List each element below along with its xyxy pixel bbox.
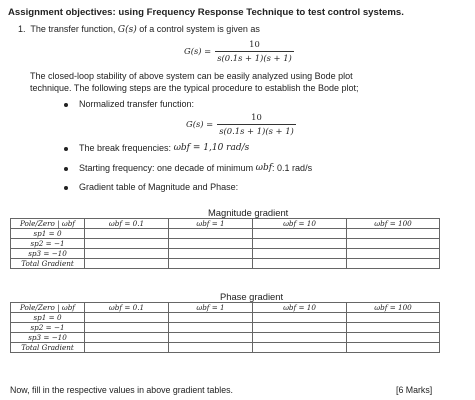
row-label: Total Gradient [11,343,85,353]
footer-marks: [6 Marks] [396,385,433,395]
row-label: sp3 = −10 [11,249,85,259]
starting-freq-symbol: ωbf [255,163,273,173]
item-text-after: of a control system is given as [139,24,260,34]
header-cell: ωbf = 0.1 [85,303,169,313]
empty-cell[interactable] [253,239,347,249]
magnitude-gradient-table [10,218,440,269]
header-cell: Pole/Zero | ωbf [11,219,85,229]
bullet-dot [64,167,68,171]
header-cell: Pole/Zero | ωbf [11,303,85,313]
empty-cell[interactable] [169,259,253,269]
description-paragraph [30,70,359,94]
paragraph-line-1: The closed-loop stability of above system can be easily analyzed using Bode plot [30,71,353,81]
empty-cell[interactable] [347,239,440,249]
header-cell: ωbf = 100 [347,219,440,229]
header-cell: ωbf = 0.1 [85,219,169,229]
normalized-numerator: 10 [251,112,262,122]
bullet-break-frequencies [64,143,249,154]
magnitude-table-caption: Magnitude gradient [208,207,289,218]
empty-cell[interactable] [347,333,440,343]
empty-cell[interactable] [253,333,347,343]
empty-cell[interactable] [85,343,169,353]
empty-cell[interactable] [169,313,253,323]
empty-cell[interactable] [253,249,347,259]
table-row [11,259,440,269]
equation-numerator: 10 [249,39,260,49]
bullet-gradient-table [64,182,238,193]
empty-cell[interactable] [347,249,440,259]
table-header-row [11,303,440,313]
header-cell: ωbf = 100 [347,303,440,313]
empty-cell[interactable] [253,323,347,333]
empty-cell[interactable] [347,229,440,239]
table-header-row [11,219,440,229]
header-cell: ωbf = 10 [253,303,347,313]
transfer-function-equation [184,39,294,63]
bullet-dot [64,186,68,190]
table-row [11,333,440,343]
item-symbol: G(s) [117,25,137,35]
empty-cell[interactable] [347,323,440,333]
row-label: sp3 = −10 [11,333,85,343]
bullet-starting-frequency [64,163,312,174]
item-text-before: The transfer function, [30,24,116,34]
paragraph-line-2: technique. The following steps are the typical procedure to establish the Bode plot; [30,83,359,93]
empty-cell[interactable] [85,313,169,323]
empty-cell[interactable] [253,229,347,239]
empty-cell[interactable] [169,249,253,259]
gradient-table-text: Gradient table of Magnitude and Phase: [79,182,239,192]
empty-cell[interactable] [347,343,440,353]
table-row [11,313,440,323]
bullet-dot [64,147,68,151]
empty-cell[interactable] [253,259,347,269]
empty-cell[interactable] [169,229,253,239]
empty-cell[interactable] [85,259,169,269]
bullet-dot [64,103,68,107]
phase-table-caption: Phase gradient [220,291,284,302]
header-cell: ωbf = 1 [169,219,253,229]
equation-lhs: G(s) = [184,45,212,56]
empty-cell[interactable] [169,343,253,353]
empty-cell[interactable] [347,313,440,323]
empty-cell[interactable] [169,323,253,333]
phase-gradient-table [10,302,440,353]
bullet-normalized-text: Normalized transfer function: [79,99,195,109]
row-label: Total Gradient [11,259,85,269]
assignment-title: Assignment objectives: using Frequency Response Technique to test control systems. [8,7,404,18]
normalized-equation-lhs: G(s) = [186,118,214,129]
header-cell: ωbf = 1 [169,303,253,313]
empty-cell[interactable] [169,333,253,343]
footer-instruction: Now, fill in the respective values in above gradient tables. [10,385,233,395]
break-freq-value: ωbf = 1,10 rad/s [173,143,250,153]
empty-cell[interactable] [347,259,440,269]
empty-cell[interactable] [85,333,169,343]
row-label: sp2 = −1 [11,239,85,249]
starting-freq-value: : 0.1 rad/s [272,163,313,173]
bullet-normalized [64,99,194,110]
item-1-text [18,24,260,36]
empty-cell[interactable] [85,249,169,259]
normalized-denominator: s(0.1s + 1)(s + 1) [219,125,294,136]
empty-cell[interactable] [85,323,169,333]
row-label: sp2 = −1 [11,323,85,333]
table-row [11,323,440,333]
equation-fraction [215,39,294,63]
empty-cell[interactable] [85,239,169,249]
item-number: 1. [18,24,26,34]
break-freq-label: The break frequencies: [79,143,172,153]
normalized-equation-fraction [217,112,296,136]
row-label: sp1 = 0 [11,229,85,239]
empty-cell[interactable] [85,229,169,239]
table-row [11,249,440,259]
header-cell: ωbf = 10 [253,219,347,229]
empty-cell[interactable] [253,313,347,323]
empty-cell[interactable] [169,239,253,249]
empty-cell[interactable] [253,343,347,353]
row-label: sp1 = 0 [11,313,85,323]
equation-denominator: s(0.1s + 1)(s + 1) [217,52,292,63]
table-row [11,343,440,353]
table-row [11,229,440,239]
normalized-equation [186,112,296,136]
table-row [11,239,440,249]
starting-freq-label: Starting frequency: one decade of minimum [79,163,254,173]
